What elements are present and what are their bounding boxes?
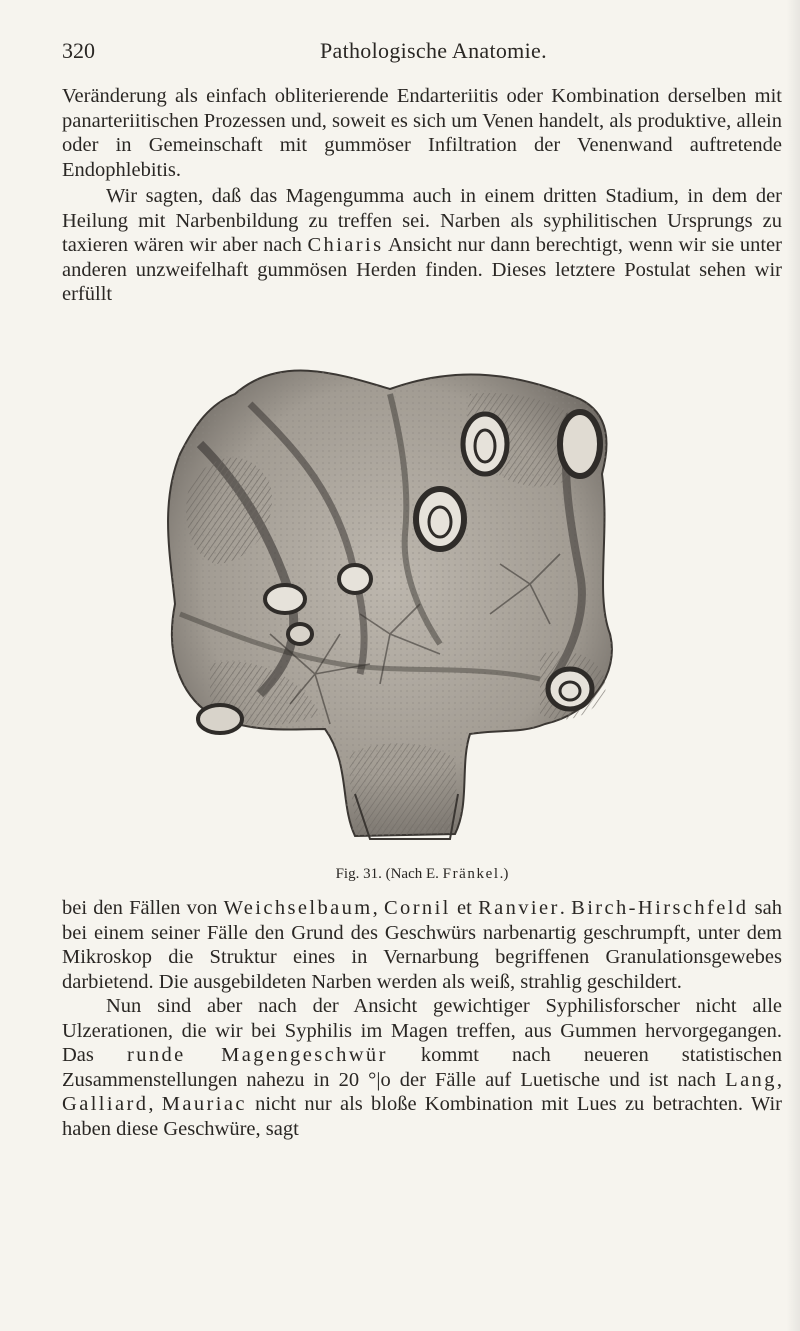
paragraph-3-text-a: bei den Fällen von (62, 897, 224, 919)
paragraph-3-sep-2: et (450, 897, 479, 919)
paragraph-3 (62, 896, 782, 994)
paragraph-3-sep-1: , (372, 897, 384, 919)
paragraph-4-text-a: Nun sind aber nach der Ansicht gewichtiger Syphilisforscher nicht alle Ulzerationen, die wir bei Syphilis im Magen treffen, aus Gummen hervorgegangen. Das (62, 995, 782, 1067)
emphasis-runde-magengeschwuer: runde Magengeschwür (126, 1044, 388, 1067)
paragraph-2 (62, 184, 782, 307)
figure-caption-open: (Nach E. (385, 866, 443, 882)
paragraph-2-text-a: Wir sagten, daß das Magengumma auch in einem dritten Stadium, in dem der Heilung mit Narbenbildung zu treffen sei. Narben als syphilitischen Ursprungs zu taxieren wären wir aber nach (62, 185, 782, 257)
paragraph-3-sep-3: . (559, 897, 572, 919)
page-edge-shadow (786, 0, 800, 1331)
author-name-birch-hirschfeld: Birch-Hirschfeld (571, 897, 749, 919)
figure-caption-author: Fränkel (442, 866, 500, 882)
paragraph-4-text-c: nicht nur als bloße Kombination mit Lues zu betrachten. Wir haben diese Geschwüre, sagt (62, 1093, 782, 1140)
paragraph-4-sep-1: , (776, 1068, 782, 1091)
paragraph-1: Veränderung als einfach obliterierende Endarteriitis oder Kombination derselben mit panarteriitischen Prozessen und, soweit es sich um Venen handelt, als produktive, allein oder in Gemeinschaft mit gummöser Infiltration der Venenwand auftretende Endophlebitis. (62, 85, 782, 181)
stomach-specimen-drawing (140, 334, 660, 854)
figure-caption (62, 866, 782, 883)
author-name-ranvier: Ranvier (478, 897, 560, 919)
author-name-weichselbaum: Weichselbaum (223, 897, 373, 919)
paragraph-2-text-b: Ansicht nur dann berechtigt, wenn wir sie unter anderen unzweifelhaft gummösen Herden finden. Dieses letztere Postulat sehen wir erfüllt (62, 234, 782, 306)
figure-caption-close: .) (499, 866, 509, 882)
page-header (62, 38, 782, 68)
paragraph-4 (62, 994, 782, 1142)
running-title: Pathologische Anatomie. (320, 38, 547, 63)
author-name-galliard: Galliard (62, 1093, 149, 1116)
author-name-chiari: Chiaris (307, 234, 384, 257)
figure-caption-prefix: Fig. 31. (335, 866, 382, 882)
paragraph-3-text-b: sah bei einem seiner Fälle den Grund des Geschwürs narbenartig geschrumpft, unter dem Mikroskop die Struktur eines in Vernarbung begriffenen Granulationsgewebes darbietend. Die ausgebildeten Narben werden als weiß, strahlig geschildert. (62, 897, 783, 993)
author-name-lang: Lang (725, 1068, 777, 1091)
paragraph-4-sep-2: , (148, 1093, 162, 1116)
author-name-mauriac: Mauriac (161, 1093, 247, 1116)
page-number: 320 (62, 38, 95, 63)
figure-illustration (140, 334, 660, 854)
author-name-cornil: Cornil (383, 897, 451, 919)
paragraph-4-text-b: kommt nach neueren statistischen Zusammenstellungen nahezu in 20 °|o der Fälle auf Luetische und ist nach (62, 1044, 782, 1091)
